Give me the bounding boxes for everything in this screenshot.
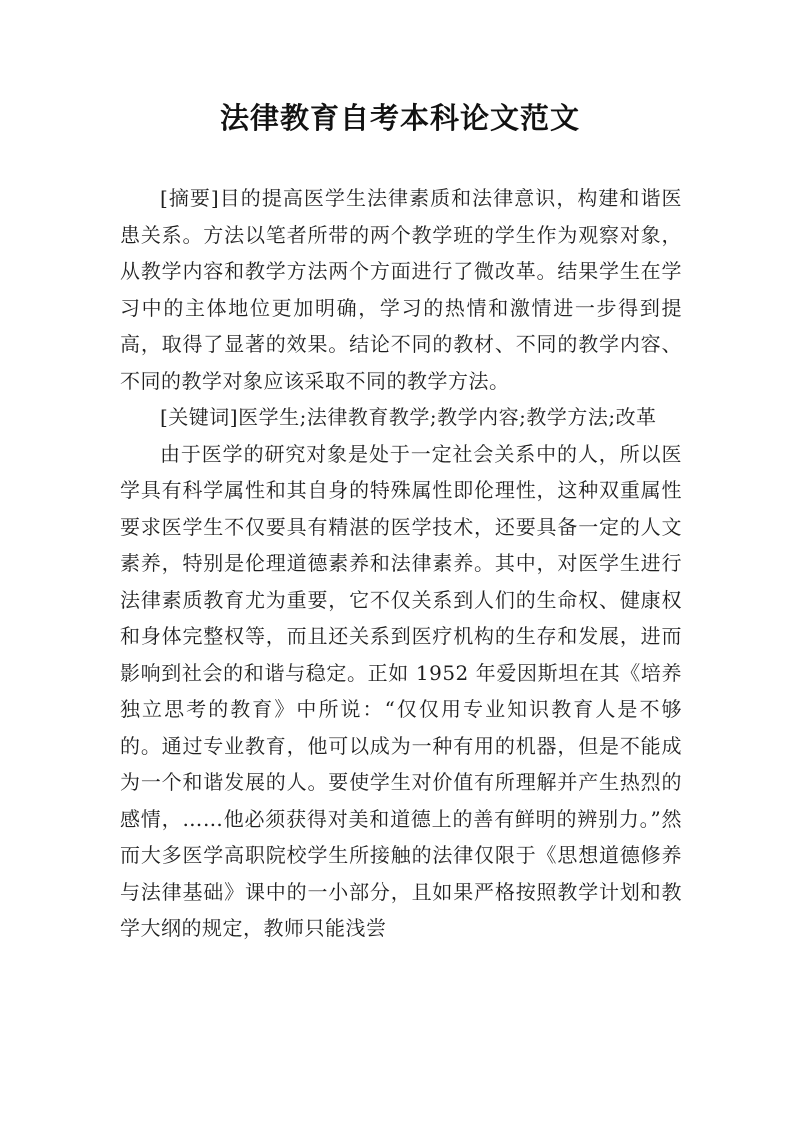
document-title: 法律教育自考本科论文范文 (219, 101, 580, 135)
abstract-paragraph: [摘要]目的提高医学生法律素质和法律意识，构建和谐医患关系。方法以笔者所带的两个教学班的学生作为观察对象，从教学内容和教学方法两个方面进行了微改革。结果学生在学习中的主体地位更加明确，学习的热情和激情进一步得到提高，取得了显著的效果。结论不同的教材、不同的教学内容、不同的教学对象应该采取不同的教学方法。 (120, 186, 682, 393)
keywords-paragraph: [关键词]医学生;法律教育教学;教学内容;教学方法;改革 (160, 405, 657, 429)
document-body (120, 180, 682, 947)
body-paragraph: 由于医学的研究对象是处于一定社会关系中的人，所以医学具有科学属性和其自身的特殊属性即伦理性，这种双重属性要求医学生不仅要具有精湛的医学技术，还要具备一定的人文素养，特别是伦理道德素养和法律素养。其中，对医学生进行法律素质教育尤为重要，它不仅关系到人们的生命权、健康权和身体完整权等，而且还关系到医疗机构的生存和发展，进而影响到社会的和谐与稳定。正如 1952 年爱因斯坦在其《培养独立思考的教育》中所说：“仅仅用专业知识教育人是不够的。通过专业教育，他可以成为一种有用的机器，但是不能成为一个和谐发展的人。要使学生对价值有所理解并产生热烈的感情，……他必须获得对美和道德上的善有鲜明的辨别力。”然而大多医学高职院校学生所接触的法律仅限于《思想道德修养与法律基础》课中的一小部分，且如果严格按照教学计划和教学大纲的规定，教师只能浅尝 (120, 441, 682, 940)
